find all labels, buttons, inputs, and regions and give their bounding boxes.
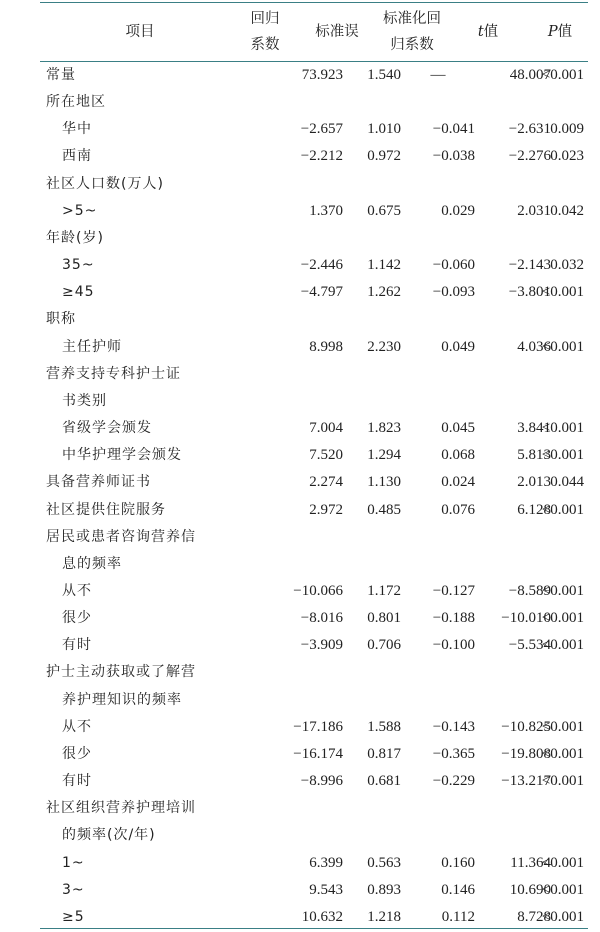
se-value: 1.218 bbox=[367, 908, 401, 925]
row-label: 从不 bbox=[62, 718, 92, 735]
t-value: −2.631 bbox=[508, 121, 551, 138]
row-label: ≥45 bbox=[62, 284, 95, 301]
header-std-coef-line1: 标准化回 bbox=[383, 11, 441, 27]
table-row bbox=[40, 714, 588, 741]
p-value: <0.001 bbox=[541, 773, 584, 790]
se-value: 1.294 bbox=[367, 447, 401, 464]
header-p-italic: P bbox=[547, 24, 558, 40]
table-row bbox=[40, 469, 588, 496]
t-value: 4.036 bbox=[517, 338, 551, 355]
se-value: 0.563 bbox=[367, 854, 401, 871]
table-row bbox=[40, 252, 588, 279]
table-row bbox=[40, 578, 588, 605]
table-row bbox=[40, 768, 588, 795]
table-row bbox=[40, 850, 588, 877]
t-value: −8.589 bbox=[508, 582, 551, 599]
coef-value: −10.066 bbox=[293, 582, 343, 599]
std-coef-value: −0.365 bbox=[432, 745, 475, 762]
table-row bbox=[40, 442, 588, 469]
coef-value: −3.909 bbox=[300, 637, 343, 654]
std-coef-value: 0.146 bbox=[441, 881, 475, 898]
row-label: 所在地区 bbox=[46, 94, 106, 111]
coef-value: −2.657 bbox=[300, 121, 343, 138]
coef-value: −17.186 bbox=[293, 718, 343, 735]
table-body bbox=[40, 62, 588, 931]
p-value: 0.009 bbox=[550, 121, 584, 138]
std-coef-value: −0.143 bbox=[432, 718, 475, 735]
table-row bbox=[40, 334, 588, 361]
row-label: 居民或患者咨询营养信 bbox=[46, 528, 196, 545]
se-value: 1.010 bbox=[367, 121, 401, 138]
se-value: 1.262 bbox=[367, 284, 401, 301]
row-label: 有时 bbox=[62, 773, 92, 790]
header-p-label: 值 bbox=[557, 24, 573, 40]
se-value: 0.801 bbox=[367, 610, 401, 627]
table-row bbox=[40, 605, 588, 632]
std-coef-value: 0.076 bbox=[441, 501, 475, 518]
row-label: 省级学会颁发 bbox=[62, 420, 152, 437]
std-coef-value: 0.068 bbox=[441, 447, 475, 464]
header-coef-line2: 系数 bbox=[250, 37, 280, 53]
se-value: 1.540 bbox=[367, 67, 401, 83]
row-label: 中华护理学会颁发 bbox=[62, 447, 182, 464]
p-value: 0.023 bbox=[550, 148, 584, 165]
se-value: 1.588 bbox=[367, 718, 401, 735]
header-item-label: 项目 bbox=[125, 24, 155, 40]
t-value: −2.276 bbox=[508, 148, 551, 165]
header-item bbox=[80, 4, 200, 60]
row-label: 1~ bbox=[62, 854, 85, 871]
table-row bbox=[40, 62, 588, 89]
se-value: 0.675 bbox=[367, 202, 401, 219]
p-value: <0.001 bbox=[541, 67, 584, 83]
t-value: 5.813 bbox=[517, 447, 551, 464]
row-label: 息的频率 bbox=[62, 555, 122, 572]
se-value: 0.706 bbox=[367, 637, 401, 654]
row-label: >5~ bbox=[62, 202, 98, 219]
t-value: −3.801 bbox=[508, 284, 551, 301]
coef-value: 7.520 bbox=[309, 447, 343, 464]
row-label: 很少 bbox=[62, 610, 92, 627]
t-value: −13.217 bbox=[501, 773, 551, 790]
row-label: 社区提供住院服务 bbox=[46, 501, 166, 518]
row-label: 职称 bbox=[46, 311, 76, 328]
t-value: −2.143 bbox=[508, 257, 551, 274]
coef-value: 1.370 bbox=[309, 202, 343, 219]
table-row bbox=[40, 306, 588, 333]
coef-value: −16.174 bbox=[293, 745, 343, 762]
t-value: 2.031 bbox=[517, 202, 551, 219]
se-value: 1.142 bbox=[367, 257, 401, 274]
p-value: <0.001 bbox=[541, 284, 584, 301]
se-value: 0.681 bbox=[367, 773, 401, 790]
coef-value: −2.446 bbox=[300, 257, 343, 274]
table-row bbox=[40, 388, 588, 415]
se-value: 0.485 bbox=[367, 501, 401, 518]
table-row bbox=[40, 822, 588, 849]
row-label: 社区人口数(万人) bbox=[46, 175, 164, 192]
std-coef-value: −0.060 bbox=[432, 257, 475, 274]
t-value: −10.825 bbox=[501, 718, 551, 735]
p-value: <0.001 bbox=[541, 881, 584, 898]
header-coef bbox=[235, 4, 295, 60]
p-value: <0.001 bbox=[541, 447, 584, 464]
header-se bbox=[302, 4, 372, 60]
table-row bbox=[40, 89, 588, 116]
row-label: 3~ bbox=[62, 881, 85, 898]
table-row bbox=[40, 143, 588, 170]
row-label: 35~ bbox=[62, 257, 95, 274]
coef-value: −4.797 bbox=[300, 284, 343, 301]
header-coef-line1: 回归 bbox=[250, 11, 280, 27]
row-label: 养护理知识的频率 bbox=[62, 691, 182, 708]
p-value: <0.001 bbox=[541, 501, 584, 518]
table-row bbox=[40, 877, 588, 904]
std-coef-value: −0.038 bbox=[432, 148, 475, 165]
t-value: 6.128 bbox=[517, 501, 551, 518]
std-coef-value: −0.229 bbox=[432, 773, 475, 790]
t-value: 11.364 bbox=[510, 854, 551, 871]
header-t bbox=[458, 4, 518, 60]
row-label: 具备营养师证书 bbox=[46, 474, 151, 491]
header-t-italic: t bbox=[477, 24, 484, 40]
table-row bbox=[40, 497, 588, 524]
table-row bbox=[40, 279, 588, 306]
row-label: ≥5 bbox=[62, 908, 85, 925]
t-value: 10.690 bbox=[509, 881, 551, 898]
t-value: −19.808 bbox=[501, 745, 551, 762]
coef-value: 6.399 bbox=[309, 854, 343, 871]
coef-value: 7.004 bbox=[309, 420, 343, 437]
row-label: 护士主动获取或了解营 bbox=[46, 664, 196, 681]
coef-value: 2.972 bbox=[309, 501, 343, 518]
table-top-rule bbox=[40, 2, 588, 3]
std-coef-value: −0.100 bbox=[432, 637, 475, 654]
se-value: 0.893 bbox=[367, 881, 401, 898]
header-p bbox=[532, 4, 588, 60]
t-value: 2.013 bbox=[517, 474, 551, 491]
table-row bbox=[40, 904, 588, 931]
se-value: 1.172 bbox=[367, 582, 401, 599]
std-coef-value: 0.029 bbox=[441, 202, 475, 219]
header-std-coef bbox=[372, 4, 452, 60]
t-value: −10.010 bbox=[501, 610, 551, 627]
coef-value: 9.543 bbox=[309, 881, 343, 898]
std-coef-value: 0.160 bbox=[441, 854, 475, 871]
row-label: 年龄(岁) bbox=[46, 229, 104, 246]
p-value: <0.001 bbox=[541, 637, 584, 654]
row-label: 主任护师 bbox=[62, 338, 122, 355]
header-t-label: 值 bbox=[483, 24, 499, 40]
p-value: 0.042 bbox=[550, 202, 584, 219]
row-label: 的频率(次/年) bbox=[62, 827, 156, 844]
row-label: 很少 bbox=[62, 745, 92, 762]
row-label: 有时 bbox=[62, 637, 92, 654]
coef-value: 10.632 bbox=[301, 908, 343, 925]
p-value: <0.001 bbox=[541, 420, 584, 437]
std-coef-value: 0.024 bbox=[441, 474, 475, 491]
table-row bbox=[40, 659, 588, 686]
se-value: 1.823 bbox=[367, 420, 401, 437]
p-value: <0.001 bbox=[541, 854, 584, 871]
std-coef-value: −0.188 bbox=[432, 610, 475, 627]
row-label: 书类别 bbox=[62, 392, 107, 409]
coef-value: −8.016 bbox=[300, 610, 343, 627]
coef-value: −8.996 bbox=[300, 773, 343, 790]
table-row bbox=[40, 361, 588, 388]
table-row bbox=[40, 795, 588, 822]
table-row bbox=[40, 116, 588, 143]
std-coef-value: −0.093 bbox=[432, 284, 475, 301]
row-label: 社区组织营养护理培训 bbox=[46, 800, 196, 817]
table-row bbox=[40, 632, 588, 659]
coef-value: −2.212 bbox=[300, 148, 343, 165]
t-value: −5.534 bbox=[508, 637, 551, 654]
row-label: 华中 bbox=[62, 121, 92, 138]
se-value: 1.130 bbox=[367, 474, 401, 491]
table-row bbox=[40, 524, 588, 551]
table-row bbox=[40, 551, 588, 578]
header-se-label: 标准误 bbox=[315, 24, 359, 40]
table-row bbox=[40, 225, 588, 252]
std-coef-value: 0.112 bbox=[441, 908, 475, 925]
row-label: 从不 bbox=[62, 582, 92, 599]
std-coef-value: 0.049 bbox=[441, 338, 475, 355]
table-row bbox=[40, 741, 588, 768]
se-value: 0.817 bbox=[367, 745, 401, 762]
std-coef-value: — bbox=[430, 67, 446, 83]
p-value: <0.001 bbox=[541, 718, 584, 735]
row-label: 常量 bbox=[46, 67, 76, 83]
table-row bbox=[40, 198, 588, 225]
header-std-coef-line2: 归系数 bbox=[390, 37, 434, 53]
std-coef-value: −0.127 bbox=[432, 582, 475, 599]
coef-value: 73.923 bbox=[301, 67, 343, 83]
p-value: <0.001 bbox=[541, 908, 584, 925]
table-bottom-rule bbox=[40, 928, 588, 929]
row-label: 西南 bbox=[62, 148, 92, 165]
p-value: <0.001 bbox=[541, 745, 584, 762]
table-row bbox=[40, 415, 588, 442]
se-value: 2.230 bbox=[367, 338, 401, 355]
t-value: 3.841 bbox=[517, 420, 551, 437]
p-value: <0.001 bbox=[541, 582, 584, 599]
coef-value: 2.274 bbox=[309, 474, 343, 491]
p-value: <0.001 bbox=[541, 610, 584, 627]
std-coef-value: −0.041 bbox=[432, 121, 475, 138]
p-value: 0.032 bbox=[550, 257, 584, 274]
p-value: 0.044 bbox=[550, 474, 584, 491]
se-value: 0.972 bbox=[367, 148, 401, 165]
row-label: 营养支持专科护士证 bbox=[46, 365, 181, 382]
table-row bbox=[40, 687, 588, 714]
coef-value: 8.998 bbox=[309, 338, 343, 355]
std-coef-value: 0.045 bbox=[441, 420, 475, 437]
t-value: 48.007 bbox=[509, 67, 551, 83]
table-row bbox=[40, 171, 588, 198]
t-value: 8.728 bbox=[517, 908, 551, 925]
p-value: <0.001 bbox=[541, 338, 584, 355]
